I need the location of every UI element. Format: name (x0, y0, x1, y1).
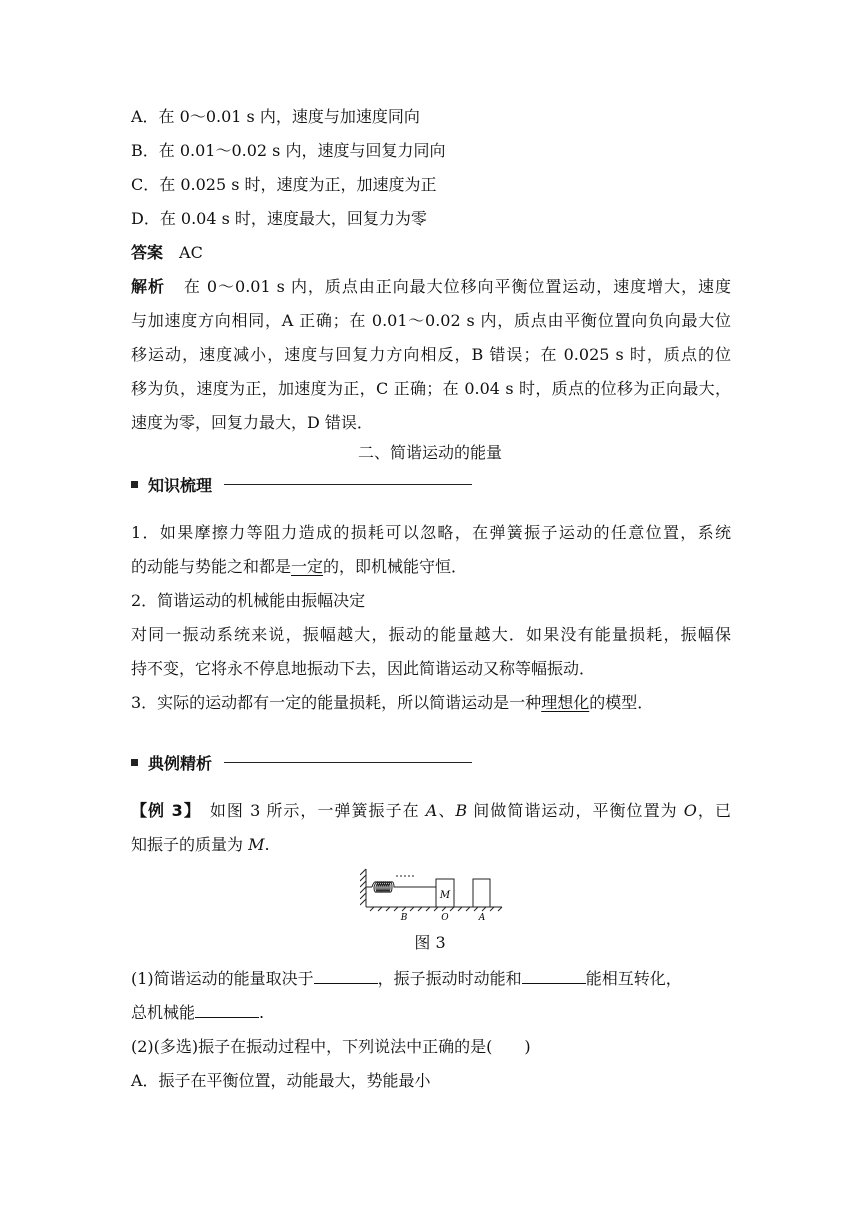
answer-blank[interactable] (522, 969, 586, 984)
section-title: 二、简谐运动的能量 (357, 443, 502, 462)
spring-oscillator-figure (360, 867, 510, 923)
example-line1: 【例 3】 如图 3 所示，一弹簧振子在 A、B 间做简谐运动，平衡位置为 O，已 (131, 801, 731, 820)
knowledge-p1-line1: 1．如果摩擦力等阻力造成的损耗可以忽略，在弹簧振子运动的任意位置，系统 (131, 523, 731, 542)
spring-coil (366, 882, 436, 893)
example-line2: 知振子的质量为 M. (131, 835, 270, 854)
analysis-line-2: 与加速度方向相同，A 正确；在 0.01～0.02 s 内，质点由平衡位置向负向最大位 (131, 311, 731, 330)
analysis-line-5: 速度为零，回复力最大，D 错误． (131, 413, 373, 432)
square-bullet-icon (131, 481, 138, 488)
analysis-line-3: 移运动，速度减小，速度与回复力方向相反，B 错误；在 0.025 s 时，质点的位 (131, 345, 731, 364)
question-2-option-a: A．振子在平衡位置，动能最大，势能最小 (131, 1071, 431, 1090)
heading-rule (224, 762, 472, 763)
example-heading (131, 751, 472, 773)
displaced-block (473, 879, 490, 907)
analysis-label: 解析 (131, 277, 165, 296)
option-c: C．在 0.025 s 时，速度为正，加速度为正 (131, 175, 437, 194)
example-heading-text: 典例精析 (148, 753, 213, 773)
point-a-label: A (478, 913, 486, 923)
heading-rule (224, 484, 472, 485)
knowledge-p2-line2: 持不变，它将永不停息地振动下去，因此简谐运动又称等幅振动． (131, 659, 596, 678)
knowledge-p2-line1: 对同一振动系统来说，振幅越大，振动的能量越大．如果没有能量损耗，振幅保 (131, 625, 731, 644)
knowledge-heading (131, 473, 472, 495)
knowledge-p2-heading: 2．简谐运动的机械能由振幅决定 (131, 591, 366, 610)
underlined-keyword: 理想化 (541, 693, 590, 712)
mass-label: M (439, 890, 451, 901)
underlined-keyword: 一定 (291, 557, 324, 576)
point-o-label: O (441, 913, 449, 923)
option-a: A．在 0～0.01 s 内，速度与加速度同向 (131, 107, 420, 126)
wall-hatch (360, 869, 366, 905)
floor-hatch (370, 907, 502, 911)
analysis-line-1: 解析 在 0～0.01 s 内，质点由正向最大位移向平衡位置运动，速度增大，速度 (131, 277, 731, 296)
question-1-line1: (1)简谐运动的能量取决于 ，振子振动时动能和 能相互转化， (131, 969, 682, 988)
question-1-line2: 总机械能 . (131, 1003, 265, 1022)
answer-value: AC (179, 243, 203, 262)
knowledge-p3: 3．实际的运动都有一定的能量损耗，所以简谐运动是一种理想化的模型． (131, 693, 654, 712)
knowledge-p1-line2: 的动能与势能之和都是一定的，即机械能守恒． (131, 557, 468, 576)
example-tag: 【例 3】 (131, 801, 193, 820)
point-b-label: B (400, 913, 408, 923)
question-2: (2)(多选)振子在振动过程中，下列说法中正确的是( ) (131, 1037, 531, 1056)
figure-caption: 图 3 (414, 933, 446, 952)
option-d: D．在 0.04 s 时，速度最大，回复力为零 (131, 209, 427, 228)
analysis-line-4: 移为负，速度为正，加速度为正，C 正确；在 0.04 s 时，质点的位移为正向最大， (131, 379, 731, 398)
answer-blank[interactable] (314, 969, 378, 984)
answer-line (131, 243, 203, 263)
square-bullet-icon (131, 759, 138, 766)
answer-label: 答案 (131, 243, 164, 262)
knowledge-heading-text: 知识梳理 (148, 475, 213, 495)
answer-blank[interactable] (195, 1003, 259, 1018)
option-b: B．在 0.01～0.02 s 内，速度与回复力同向 (131, 141, 446, 160)
